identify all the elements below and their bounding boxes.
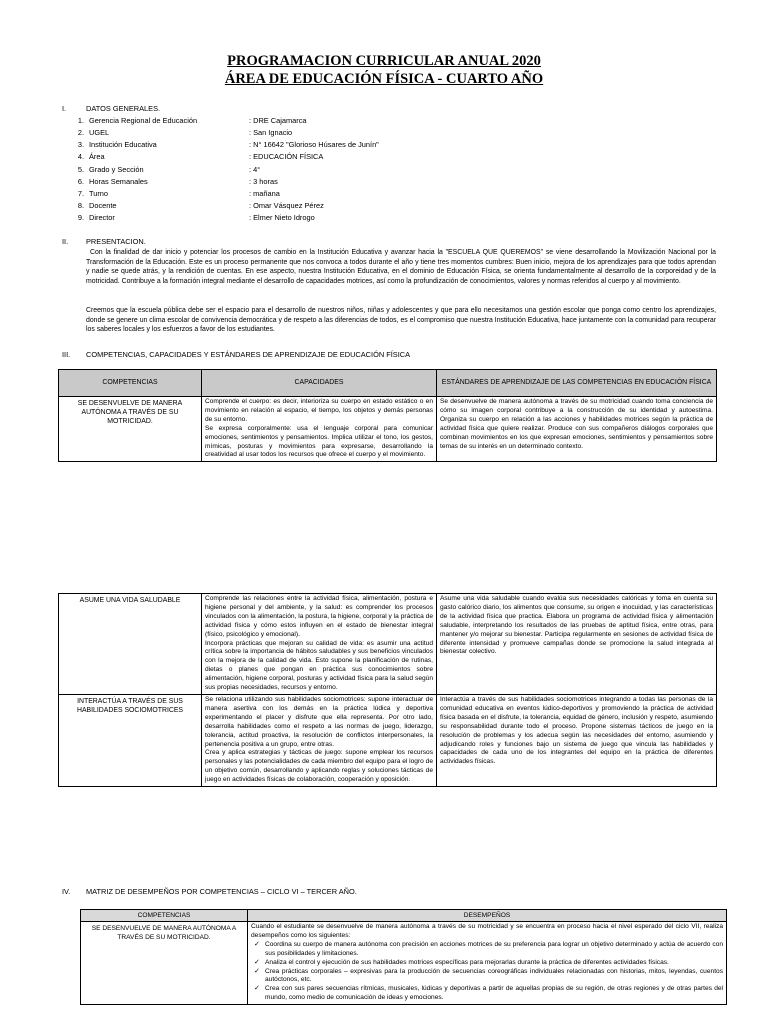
- capacidad-text: Comprende el cuerpo: es decir, interioriza su cuerpo en estado estático o en movimiento en relación al espacio, el tiempo, los objetos y demás personas de su entorno.: [205, 398, 433, 423]
- table-row: [59, 694, 717, 786]
- datos-row: [68, 116, 307, 126]
- datos-row: [68, 189, 280, 199]
- section-title: DATOS GENERALES.: [86, 104, 161, 113]
- row-number: 8.: [77, 201, 84, 210]
- capacidad-text: Se relaciona utilizando sus habilidades sociomotrices: supone interactuar de manera asertiva con los demás en la práctica lúdica y deportiva experimentando el placer y disfrute que ella representa. Por otro lado, desarrolla habilidades como el respeto a las normas de juego, liderazgo, tolerancia, actitud proactiva, la resolución de conflictos interpersonales, la pertenencia positiva a un grupo, entre otras.: [205, 695, 433, 748]
- capacidades-cell: [202, 694, 437, 786]
- competencias-table-part1: [58, 369, 717, 462]
- datos-row: [68, 213, 315, 223]
- estandar-cell: Asume una vida saludable cuando evalúa sus necesidades calóricas y toma en cuenta su gasto calórico diario, los alimentos que consume, su origen e inocuidad, y las características de la actividad física que practica. Elabora un programa de actividad física y alimentación saludable, interpretando los resultados de las pruebas de aptitud física, entre otras, para mantener y/o mejorar su bienestar. Participa regularmente en sesiones de actividad física de diferente intensidad y promueve campañas donde se promocione la salud integrada al bienestar colectivo.: [437, 594, 717, 695]
- section-3-heading: [62, 350, 410, 360]
- competencia-cell: INTERACTÚA A TRAVÉS DE SUS HABILIDADES SOCIOMOTRICES: [59, 694, 202, 786]
- datos-row: [68, 140, 379, 150]
- section-title: MATRIZ DE DESEMPEÑOS POR COMPETENCIAS – CICLO VI – TERCER AÑO.: [86, 887, 357, 896]
- estandar-cell: Se desenvuelve de manera autónoma a través de su motricidad cuando toma conciencia de cómo su imagen corporal contribuye a la construcción de su identidad y autoestima. Organiza su cuerpo en relación a las acciones y habilidades motrices según la práctica de actividad física que quiere realizar. Produce con sus compañeros diálogos corporales que combinan movimientos en los que expresan emociones, sentimientos y pensamientos sobre temas de su interés en un determinado contexto.: [437, 397, 717, 462]
- row-value: : 3 horas: [249, 177, 278, 186]
- row-number: 2.: [77, 128, 84, 137]
- table-row: [81, 922, 727, 1005]
- row-value: : EDUCACIÓN FÍSICA: [249, 152, 324, 161]
- row-value: : 4°: [249, 165, 261, 174]
- header-estandares: ESTÁNDARES DE APRENDIZAJE DE LAS COMPETENCIAS EN EDUCACIÓN FÍSICA: [437, 370, 717, 397]
- row-number: 1.: [77, 116, 84, 125]
- section-number: II.: [62, 237, 69, 246]
- section-number: IV.: [62, 887, 71, 896]
- desempenos-table: [80, 909, 727, 1005]
- row-label: Turno: [89, 189, 109, 198]
- competencia-cell: SE DESENVUELVE DE MANERA AUTÓNOMA A TRAVÉS DE SU MOTRICIDAD.: [59, 397, 202, 462]
- section-title: COMPETENCIAS, CAPACIDADES Y ESTÁNDARES DE APRENDIZAJE DE EDUCACIÓN FÍSICA: [86, 350, 411, 359]
- capacidad-text: Se expresa corporalmente: usa el lenguaje corporal para comunicar emociones, sentimientos y pensamientos. Implica utilizar el tono, los gestos, mímicas, posturas y movimientos para expresarse, desarrollando la creatividad al usar todos los recursos que ofrece el cuerpo y el movimiento.: [205, 424, 433, 459]
- row-value: : Omar Vásquez Pérez: [249, 201, 324, 210]
- row-label: Grado y Sección: [89, 165, 144, 174]
- section-number: III.: [62, 350, 71, 359]
- list-item: ✓ Analiza el control y ejecución de sus habilidades motrices específicas para mejorarlas durante la práctica de diferentes actividades físicas.: [265, 959, 723, 968]
- presentacion-paragraph-1: Con la finalidad de dar inicio y potenciar los procesos de cambio en la Institución Educativa y avanzar hacia la "ESCUELA QUE QUEREMOS" se viene desarrollando la Movilización Nacional por la Transformación de la Educación. Este es un proceso permanente que nos convoca a todos durante el año y tiene tres momentos cumbres: Buen inicio, mejora de los aprendizajes para que todos aprendan y nadie se quede atrás, y la rendición de cuentas. En ese aspecto, nuestra Institución Educativa, en el dominio de Educación Física, se orienta fundamentalmente al desarrollo de la corporeidad y de la motricidad. Contribuye a la formación integral mediante el desarrollo de capacidades motrices, así como la profundización de conocimientos, valores y normas referidos al cuerpo y al movimiento.: [86, 249, 716, 285]
- row-label: Director: [89, 213, 115, 222]
- datos-row: [68, 177, 278, 187]
- row-number: 3.: [77, 140, 84, 149]
- estandar-cell: Interactúa a través de sus habilidades sociomotrices integrando a todas las personas de la comunidad educativa en eventos lúdico-deportivos y promoviendo la práctica de actividad física basada en el disfrute, la tolerancia, equidad de género, inclusión y respeto, asumiendo su responsabilidad durante todo el proceso. Propone sistemas tácticos de juego en la resolución de problemas y los adecua según las necesidades del entorno, asumiendo y adjudicando roles y funciones bajo un sistema de juego que vincula las habilidades y capacidades de cada uno de los integrantes del equipo en la práctica de diferentes actividades físicas.: [437, 694, 717, 786]
- presentacion-paragraph-2: Creemos que la escuela pública debe ser el espacio para el desarrollo de nuestros niños, niñas y adolescentes y que para ello necesitamos una gestión escolar que ponga como centro los aprendizajes, donde se genere un clima escolar de convivencia democrática y de respeto a las diferencias de todos, es el compromiso que nuestra Institución Educativa, hace juntamente con la comunidad para recuperar los saberes locales y los esfuerzos a favor de los estudiantes.: [86, 307, 716, 334]
- capacidad-text: Incorpora prácticas que mejoran su calidad de vida: es asumir una actitud crítica sobre la importancia de hábitos saludables y sus beneficios vinculados con la mejora de la calidad de vida. Esto supone la planificación de rutinas, dietas o planes que pongan en práctica sus conocimientos sobre alimentación, higiene corporal, posturas y actividad física para la salud según sus propias necesidades, recursos y entorno.: [205, 639, 433, 692]
- capacidad-text: Crea y aplica estrategias y tácticas de juego: supone emplear los recursos personales y las potencialidades de cada miembro del equipo para el logro de un objetivo común, desarrollando y aplicando reglas y soluciones tácticas de juego en actividades físicas de colaboración, cooperación y oposición.: [205, 749, 433, 784]
- row-number: 9.: [77, 213, 84, 222]
- row-value: : mañana: [249, 189, 280, 198]
- desempenos-intro: Cuando el estudiante se desenvuelve de manera autónoma a través de su motricidad y se encuentra en proceso hacia el nivel esperado del ciclo VII, realiza desempeños como los siguientes:: [251, 923, 723, 939]
- desempenos-list: [251, 941, 723, 1003]
- desempenos-cell: [248, 922, 727, 1005]
- row-number: 4.: [77, 152, 84, 161]
- document-title-line2: ÁREA DE EDUCACIÓN FÍSICA - CUARTO AÑO: [224, 71, 544, 87]
- row-value: : N° 16642 "Glorioso Húsares de Junín": [249, 140, 379, 149]
- row-label: Gerencia Regional de Educación: [89, 116, 198, 125]
- section-number: I.: [62, 104, 67, 113]
- competencia-cell: ASUME UNA VIDA SALUDABLE: [59, 594, 202, 695]
- list-item: ✓ Crea con sus pares secuencias rítmicas, musicales, lúdicas y deportivas a partir de aquellas propias de su región, de otras regiones y de otras partes del mundo, como medio de comunicación de ideas y emociones.: [265, 985, 723, 1003]
- capacidades-cell: [202, 594, 437, 695]
- row-value: : Elmer Nieto Idrogo: [249, 213, 315, 222]
- section-title: PRESENTACION.: [86, 237, 146, 246]
- section-1-heading: [62, 104, 160, 114]
- table-row: [59, 594, 717, 695]
- section-4-heading: [62, 887, 357, 897]
- row-number: 5.: [77, 165, 84, 174]
- row-label: Institución Educativa: [89, 140, 157, 149]
- row-label: Horas Semanales: [89, 177, 148, 186]
- row-value: : DRE Cajamarca: [249, 116, 307, 125]
- table-row: [59, 397, 717, 462]
- row-label: UGEL: [89, 128, 110, 137]
- datos-row: [68, 165, 260, 175]
- competencias-table-part2: [58, 593, 717, 787]
- list-item: ✓ Coordina su cuerpo de manera autónoma con precisión en acciones motrices de su preferencia para lograr un objetivo determinado y actúa de acuerdo con sus posibilidades y limitaciones.: [265, 941, 723, 959]
- header-competencias: COMPETENCIAS: [81, 910, 248, 922]
- section-2-heading: [62, 237, 146, 247]
- row-value: : San Ignacio: [249, 128, 293, 137]
- list-item: ✓ Crea prácticas corporales – expresivas para la producción de secuencias coreográficas individuales relacionadas con historias, mitos, leyendas, cuentos autóctonos, etc.: [265, 968, 723, 986]
- datos-row: [68, 152, 323, 162]
- header-capacidades: CAPACIDADES: [202, 370, 437, 397]
- header-desempenos: DESEMPEÑOS: [248, 910, 727, 922]
- datos-row: [68, 128, 292, 138]
- row-label: Área: [89, 152, 105, 161]
- header-competencias: COMPETENCIAS: [59, 370, 202, 397]
- row-label: Docente: [89, 201, 117, 210]
- competencia-cell: SE DESENVUELVE DE MANERA AUTÓNOMA A TRAVÉS DE SU MOTRICIDAD.: [81, 922, 248, 1005]
- row-number: 6.: [77, 177, 84, 186]
- capacidad-text: Comprende las relaciones entre la actividad física, alimentación, postura e higiene personal y del ambiente, y la salud: es comprender los procesos vinculados con la alimentación, la postura, la higiene, corporal y la práctica de actividad física y cómo estos influyen en el estado de bienestar integral (físico, psicológico y emocional).: [205, 595, 433, 638]
- document-title-line1: PROGRAMACION CURRICULAR ANUAL 2020: [227, 53, 541, 69]
- row-number: 7.: [77, 189, 84, 198]
- capacidades-cell: [202, 397, 437, 462]
- datos-row: [68, 201, 324, 211]
